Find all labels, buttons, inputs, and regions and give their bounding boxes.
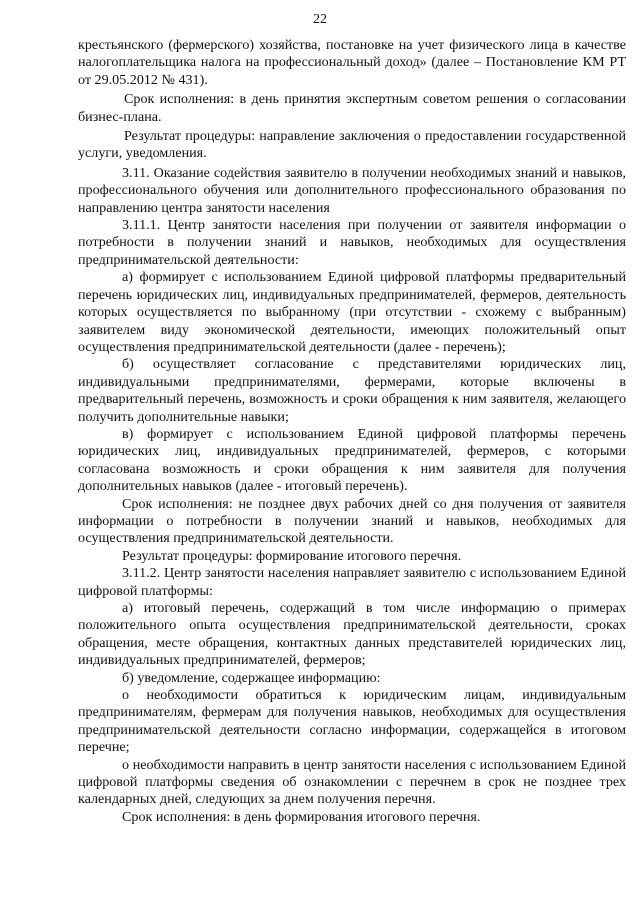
page-number: 22 xyxy=(313,12,327,27)
paragraph-result-notification: Результат процедуры: направление заключения о предоставлении государственной услуги, уведомления. xyxy=(78,128,626,162)
paragraph-section-3-11: 3.11. Оказание содействия заявителю в получении необходимых знаний и навыков, профессионального обучения или дополнительного профессионального образования по направлению центра занятости населения xyxy=(78,164,626,216)
paragraph-need-to-contact: о необходимости обратиться к юридическим лицам, индивидуальным предпринимателям, фермерам для получения навыков, необходимых для осуществления предпринимательской деятельности согласно информации, содержащейся в итоговом перечне; xyxy=(78,687,626,756)
paragraph-item-a-preliminary-list: а) формирует с использованием Единой цифровой платформы предварительный перечень юридических лиц, индивидуальных предпринимателей, фермеров, деятельность которых осуществляется по выбранному (при отсутствии - схожему с выбранным) заявителем виду экономической деятельности, имеющих положительный опыт осуществления предпринимательской деятельности (далее - перечень); xyxy=(78,269,626,355)
paragraph-need-to-send-info: о необходимости направить в центр занятости населения с использованием Единой цифровой платформы сведения об ознакомлении с перечнем в срок не позднее трех календарных дней, следующих за днем получения перечня. xyxy=(78,756,626,808)
document-body xyxy=(78,37,626,826)
paragraph-section-3-11-2: 3.11.2. Центр занятости населения направляет заявителю с использованием Единой цифровой платформы: xyxy=(78,565,626,599)
paragraph-item-a-final-list-content: а) итоговый перечень, содержащий в том числе информацию о примерах положительного опыта осуществления предпринимательской деятельности, сроках обращения, месте обращения, контактных данных представителей юридических лиц, индивидуальных предпринимателей, фермеров; xyxy=(78,600,626,669)
paragraph-deadline-final-list: Срок исполнения: в день формирования итогового перечня. xyxy=(122,808,481,825)
paragraph-result-final-list: Результат процедуры: формирование итогового перечня. xyxy=(122,547,462,564)
paragraph-item-b-approval: б) осуществляет согласование с представителями юридических лиц, индивидуальными предпринимателями, фермерами, которые включены в предварительный перечень, возможность и сроки обращения к ним заявителя, желающего получить дополнительные навыки; xyxy=(78,356,626,425)
paragraph-section-3-11-1: 3.11.1. Центр занятости населения при получении от заявителя информации о потребности в получении знаний и навыков, необходимых для осуществления предпринимательской деятельности: xyxy=(78,217,626,268)
paragraph-item-b-notification: б) уведомление, содержащее информацию: xyxy=(122,669,381,686)
paragraph-deadline-business-plan: Срок исполнения: в день принятия экспертным советом решения о согласовании бизнес-плана. xyxy=(78,91,626,125)
paragraph-item-v-final-list: в) формирует с использованием Единой цифровой платформы перечень юридических лиц, индивидуальных предпринимателей, фермеров, с которыми согласована возможность и сроки обращения к ним заявителя для получения дополнительных навыков (далее - итоговый перечень). xyxy=(78,425,626,495)
paragraph-continuation: крестьянского (фермерского) хозяйства, постановке на учет физического лица в качестве налогоплательщика налога на профессиональный доход» (далее – Постановление КМ РТ от 29.05.2012 № 431). xyxy=(78,37,626,88)
paragraph-deadline-two-days: Срок исполнения: не позднее двух рабочих дней со дня получения от заявителя информации о потребности в получении знаний и навыков, необходимых для осуществления предпринимательской деятельности. xyxy=(78,495,626,547)
